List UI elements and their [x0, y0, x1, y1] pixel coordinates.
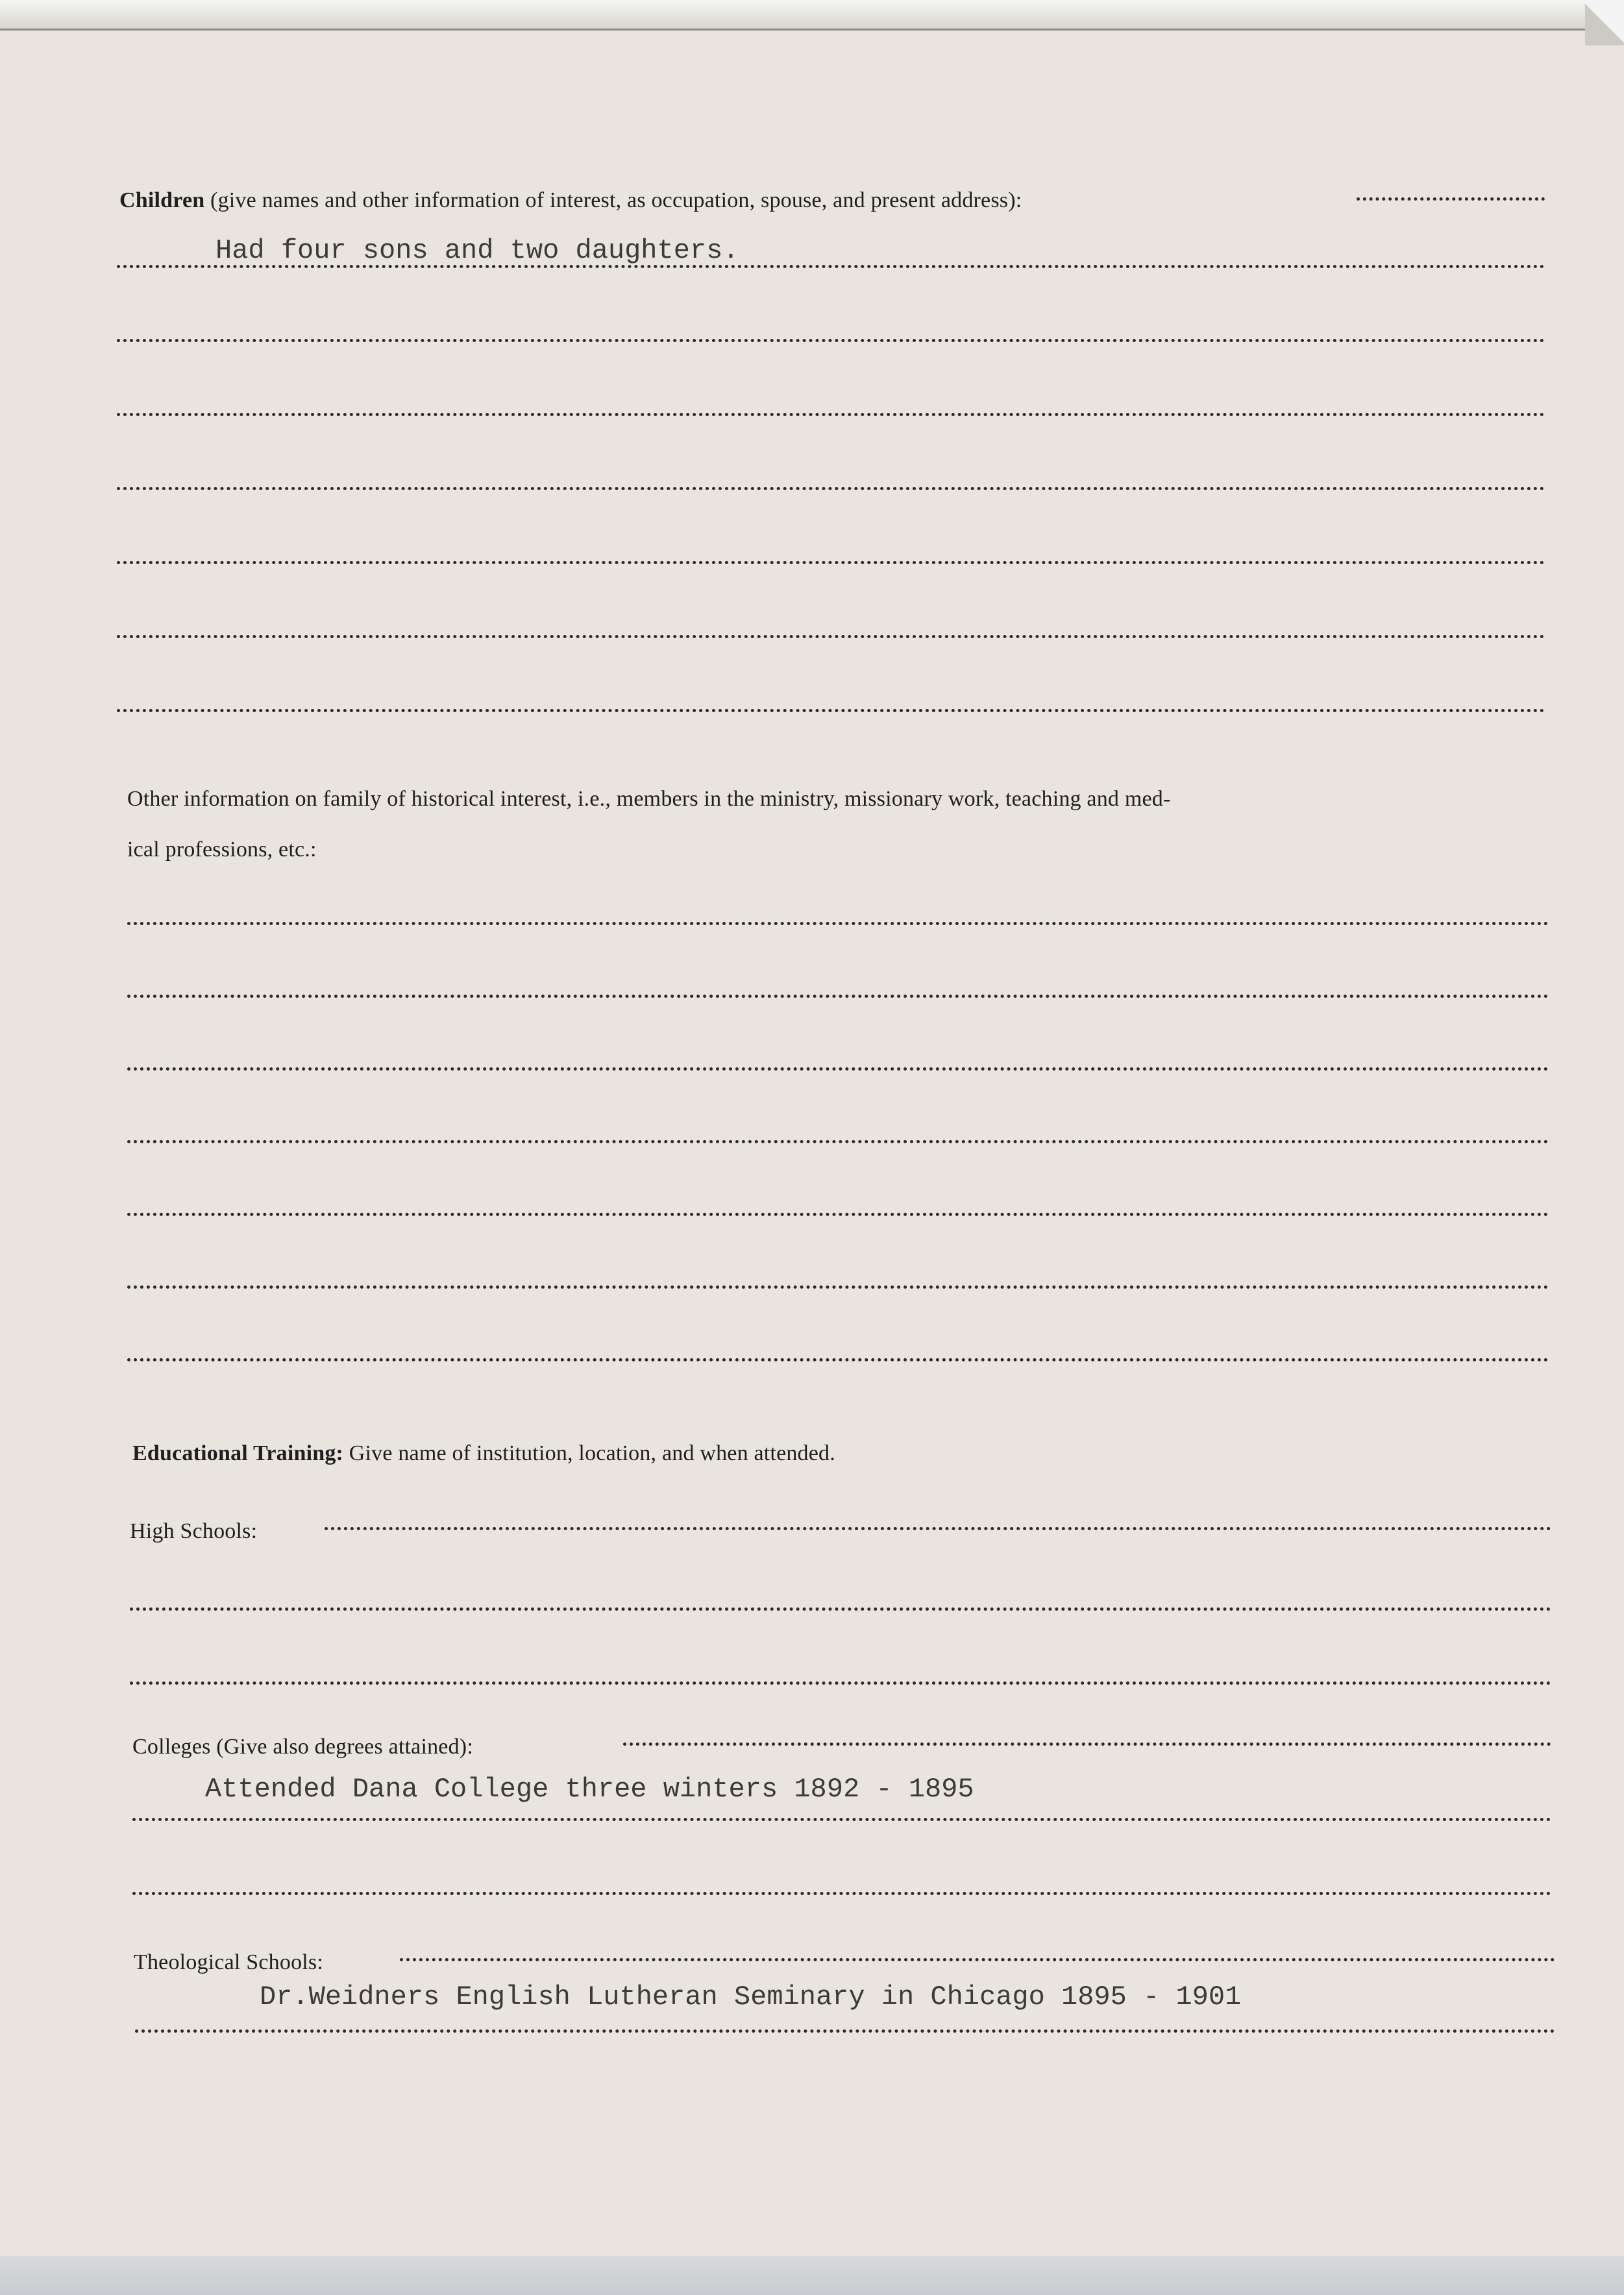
education-label-bold: Educational Training:: [132, 1441, 344, 1465]
children-line-2: [117, 339, 1545, 342]
theological-label: Theological Schools:: [134, 1950, 324, 1974]
other-info-line-3: [127, 1067, 1549, 1071]
colleges-answer: Attended Dana College three winters 1892 - 1895: [205, 1774, 974, 1805]
children-label-rest: (give names and other information of interest, as occupation, spouse, and present address):: [210, 188, 1022, 212]
scanner-top-edge: [0, 0, 1624, 31]
page-corner: [1585, 0, 1624, 45]
other-info-line-5: [127, 1213, 1549, 1216]
theological-answer: Dr.Weidners English Lutheran Seminary in Chicago 1895 - 1901: [260, 1981, 1242, 2013]
scanner-bottom-edge: [0, 2256, 1624, 2295]
children-line-5: [117, 561, 1545, 564]
children-line-0: [1357, 197, 1545, 201]
children-line-1: [117, 265, 1545, 268]
children-label: [119, 188, 1022, 213]
education-label: [132, 1441, 835, 1466]
other-info-line-6: [127, 1285, 1549, 1289]
theological-line-1: [135, 2029, 1555, 2033]
other-info-line-7: [127, 1358, 1549, 1361]
education-label-rest: Give name of institution, location, and when attended.: [349, 1441, 835, 1465]
other-info-label-line1: Other information on family of historical interest, i.e., members in the ministry, missionary work, teaching and med-: [127, 787, 1171, 811]
theological-line-0: [400, 1958, 1555, 1961]
other-info-line-2: [127, 995, 1549, 998]
high-schools-line-0: [325, 1527, 1551, 1530]
other-info-line-4: [127, 1140, 1549, 1143]
colleges-label: Colleges (Give also degrees attained):: [132, 1735, 473, 1759]
children-answer: Had four sons and two daughters.: [215, 235, 739, 266]
high-schools-line-1: [130, 1607, 1551, 1611]
children-line-6: [117, 635, 1545, 638]
high-schools-label: High Schools:: [130, 1519, 258, 1543]
colleges-line-1: [132, 1818, 1551, 1821]
children-line-7: [117, 709, 1545, 712]
colleges-line-0: [623, 1743, 1551, 1746]
children-line-3: [117, 413, 1545, 416]
other-info-line-1: [127, 922, 1549, 925]
colleges-line-2: [132, 1892, 1551, 1895]
high-schools-line-2: [130, 1681, 1551, 1685]
children-label-bold: Children: [119, 188, 205, 212]
children-line-4: [117, 487, 1545, 490]
other-info-label-line2: ical professions, etc.:: [127, 837, 317, 862]
